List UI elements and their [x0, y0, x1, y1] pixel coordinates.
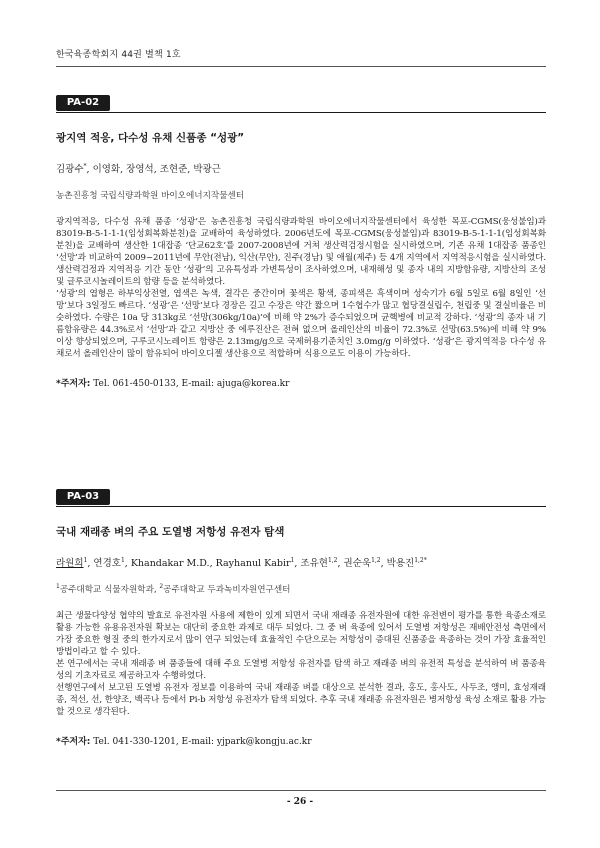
page-number: - 26 - — [286, 797, 314, 807]
author-sep: , — [120, 164, 127, 175]
abstract-title: 국내 재래종 벼의 주요 도열병 저항성 유전자 탐색 — [56, 526, 285, 538]
author-name: 이영화 — [92, 164, 121, 175]
author-sup: 1,2 — [371, 556, 381, 564]
author-name: 조유현 — [300, 558, 328, 569]
author-list — [56, 555, 546, 569]
abstract-pa-03 — [56, 484, 546, 747]
abstract-pa-02 — [56, 90, 546, 389]
author-sep: , — [124, 558, 131, 569]
corresponding-author — [56, 376, 546, 389]
corr-label: *주저자: — [56, 379, 91, 389]
author-sup: 1 — [120, 556, 125, 564]
author-name: 조현준 — [159, 164, 188, 175]
corresponding-author — [56, 734, 546, 747]
tag-rule — [56, 112, 546, 113]
abstract-paragraph: 최근 생물다양성 협약의 발효로 유전자원 사용에 제한이 있게 되면서 국내 재래종 유전자원에 대한 유전변이 평가를 통한 육종소재로 활용 가능한 유용유전자원 확보는 대단히 중요한 과제로 대두 되었다. 그 중 벼 육종에 있어서 도열병 저항성은 재배안전성 측면에서 가장 중요한 형질 중의 한가지로서 많이 연구 되었는데 효율적인 수단으로는 저항성이 증대된 신품종을 육종하는 것이 가장 효율적인 방법이라고 할 수 있다. — [56, 611, 546, 657]
author-sep: , — [294, 558, 301, 569]
abstract-body — [56, 216, 546, 360]
abstract-paragraph: 본 연구에서는 국내 재래종 벼 품종들에 대해 주요 도열병 저항성 유전자를 탐색 하고 재래종 벼의 유전적 특성을 분석하여 벼 품종육성의 기초자료로 제공하고자 수행하였다. — [56, 659, 546, 681]
abstract-paragraph: ‘성광’의 엽형은 하부익상전열, 엽색은 녹색, 결각은 중간이며 꽃색은 황색, 종피색은 흑색이며 성숙기가 6월 5일로 6월 8일인 ‘선망’보다 3일정도 빠르다. ‘성광’은 ‘선망’보다 경장은 길고 수장은 약간 짧으며 1수협수가 많고 협당결실립수, 천립중 및 결실비율은 비슷하였다. 수량은 10a 당 313kg로 ‘선망(306kg/10a)’에 비해 약 2%가 증수되었으며 균핵병에 비교적 강하다. ‘성광’의 종자 내 기름함유량은 44.3%로서 ‘선망’과 같고 지방산 중 에루진산은 전혀 없으며 올레인산의 비율이 72.3%로 선망(63.5%)에 비해 약 9% 이상 향상되었으며, 구루코시노레이트 함량은 2.13mg/g으로 국제허용기준치인 3.0mg/g 이하였다. ‘성광’은 광지역적응 다수성 유채로서 올레인산이 많이 함유되어 바이오디젤 생산용으로 적합하며 식용으로도 이용이 가능하다. — [56, 289, 546, 359]
corr-contact: Tel. 041-330-1201, E-mail: yjpark@kongju.ac.kr — [90, 737, 312, 747]
author-sep: , — [153, 164, 160, 175]
author-sep: , — [380, 558, 387, 569]
footer-rule — [56, 790, 546, 791]
author-sep: , — [337, 558, 344, 569]
author-name: 박용진 — [386, 558, 415, 569]
journal-header: 한국육종학회지 44권 별책 1호 — [56, 50, 181, 60]
affiliation-text: 공주대학교 식물자원학과, — [59, 585, 160, 595]
tag-rule — [56, 506, 546, 507]
affiliation-sup: 2 — [159, 583, 164, 591]
author-sup: 1 — [290, 556, 295, 564]
author-sup: 1,2* — [414, 556, 427, 564]
abstract-paragraph: 선행연구에서 보고된 도열병 유전자 정보를 이용하여 국내 재래종 벼를 대상으로 분석한 결과, 홍도, 홍사도, 사두조, 앵미, 효성재래종, 적선, 선, 한양조, 백곡나 등에서 Pi-b 저항성 유전자가 탐색 되었다. 추후 국내 재래종 유전자원은 병저항성 육성 소재로 활용 가능할 것으로 생각된다. — [56, 683, 546, 717]
author-name: 장영석 — [126, 164, 154, 175]
author-sup: 1 — [83, 556, 88, 564]
affiliation: 농촌진흥청 국립식량과학원 바이오에너지작물센터 — [56, 191, 245, 201]
author-name: Rayhanul Kabir — [215, 558, 291, 569]
author-name: 연경호 — [93, 558, 121, 569]
author-name: 권순욱 — [343, 558, 372, 569]
author-list — [56, 161, 546, 175]
author-sep: , — [86, 164, 93, 175]
affiliation-sup: 1 — [56, 583, 60, 591]
author-sep: , — [87, 558, 94, 569]
author-sep: , — [209, 558, 216, 569]
author-name: 라원희 — [56, 558, 84, 569]
abstract-paragraph: 광지역적응, 다수성 유채 품종 ‘성광’은 농촌진흥청 국립식량과학원 바이오에너지작물센터에서 육성한 목포-CGMS(웅성불임)과 83019-B-5-1-1-1(임성회복화분친)을 교배하여 육성하였다. 2006년도에 목포-CGMS(웅성불임)과 83019-B-5-1-1-1(임성회복화분친)을 교배하여 생산한 1대잡종 ‘단교62호’를 2007-2008년에 거쳐 생산력검정시험을 실시하였으며, 기존 유채 1대잡종 품종인 ‘선망’과 비교하여 2009~2011년에 무안(전남), 익산(무안), 진주(경남) 및 애월(제주) 등 4개 지역에서 지역적응시험을 실시하였다. 생산력검정과 지역적응 기간 동안 ‘성광’의 고유특성과 가변특성이 조사하였으며, 내재해성 및 종자 내의 지방함유량, 지방산의 조성 및 글루코시놀레이트의 함량 등을 분석하였다. — [56, 217, 546, 287]
author-name: 박광근 — [193, 164, 221, 175]
affiliation-text: 공주대학교 두과녹비자원연구센터 — [163, 585, 291, 595]
corr-label: *주저자: — [56, 737, 91, 747]
abstract-tag: PA-03 — [56, 489, 110, 505]
author-sup: * — [83, 162, 87, 170]
abstract-body — [56, 610, 546, 718]
corr-contact: Tel. 061-450-0133, E-mail: ajuga@korea.kr — [90, 379, 290, 389]
abstract-tag: PA-02 — [56, 95, 110, 111]
header-rule — [56, 66, 546, 67]
author-sep: , — [187, 164, 194, 175]
author-name: Khandakar M.D. — [130, 558, 210, 569]
author-name: 김광수 — [56, 164, 84, 175]
abstract-title: 광지역 적응, 다수성 유채 신품종 “성광” — [56, 132, 245, 144]
author-sup: 1,2 — [327, 556, 338, 564]
affiliation — [56, 583, 546, 595]
